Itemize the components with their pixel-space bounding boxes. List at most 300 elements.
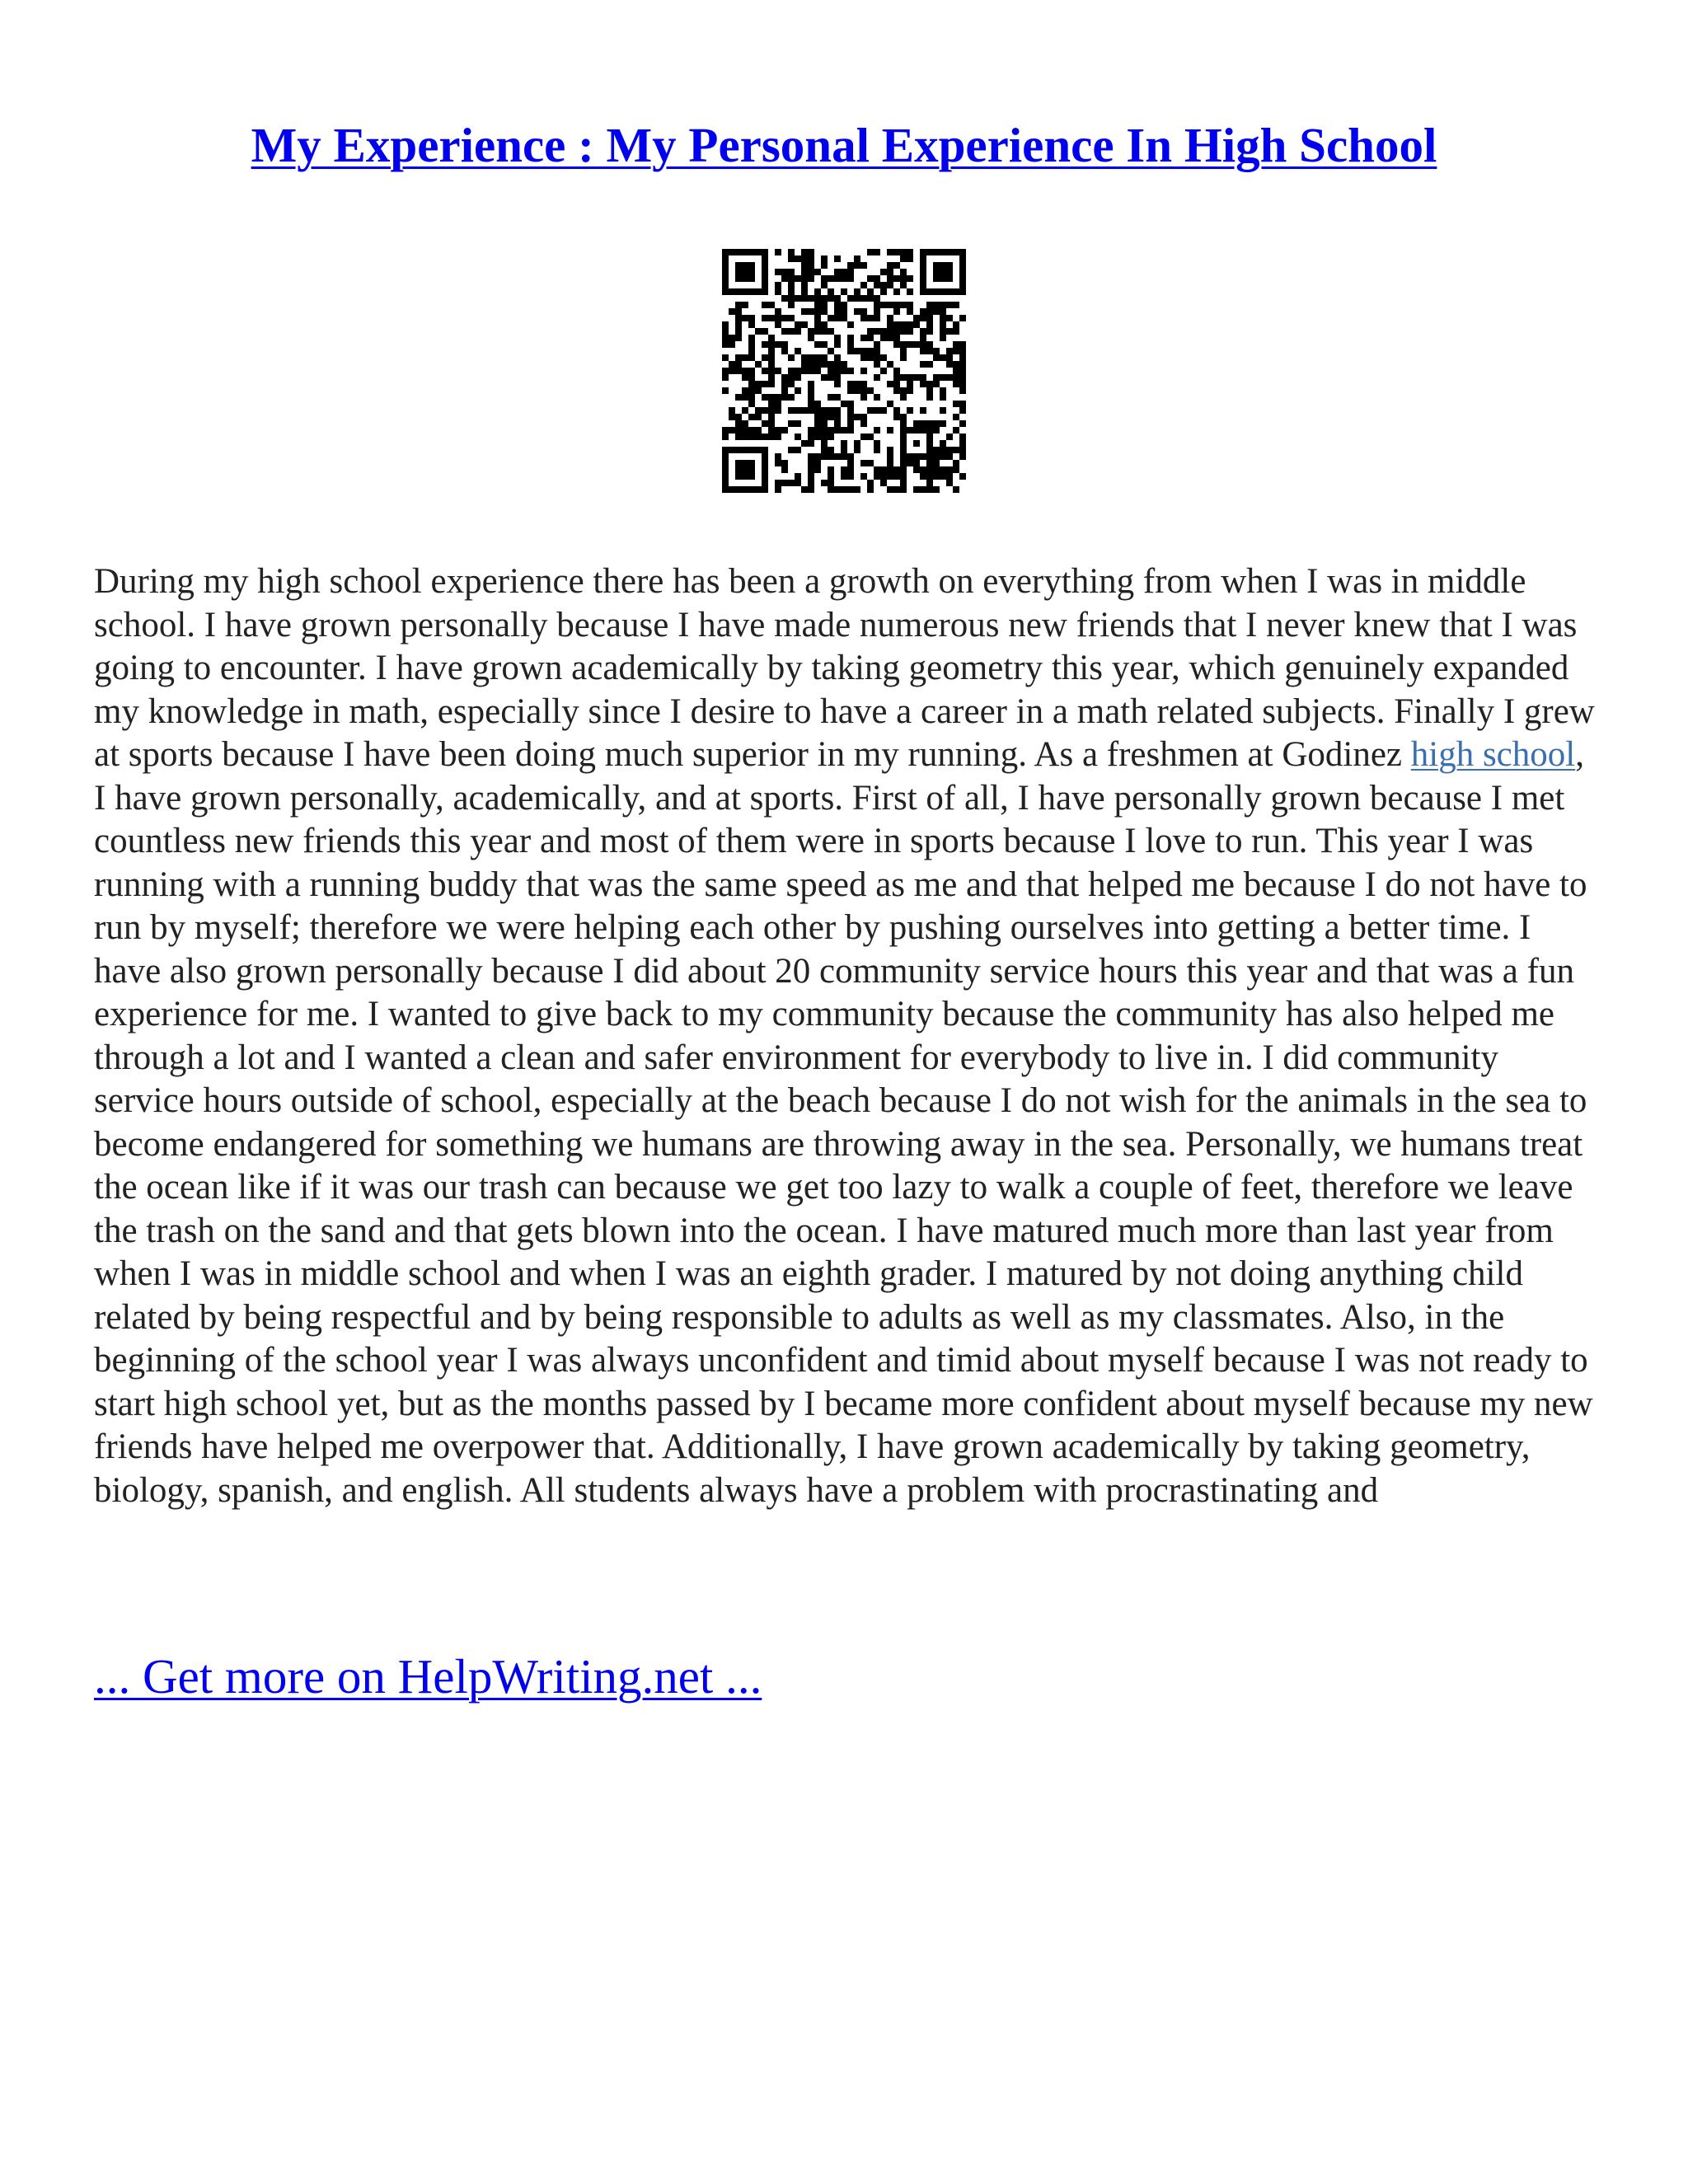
qr-module bbox=[755, 447, 762, 453]
qr-module bbox=[854, 486, 860, 493]
qr-module bbox=[722, 486, 729, 493]
qr-module bbox=[959, 269, 966, 275]
qr-module bbox=[900, 394, 907, 401]
qr-module bbox=[735, 249, 742, 255]
qr-module bbox=[900, 466, 907, 473]
qr-module bbox=[788, 282, 795, 288]
qr-module bbox=[926, 315, 933, 321]
qr-module bbox=[735, 288, 742, 295]
qr-module bbox=[940, 249, 946, 255]
qr-module bbox=[946, 288, 953, 295]
qr-module bbox=[775, 288, 781, 295]
qr-module bbox=[748, 374, 755, 381]
qr-module bbox=[920, 335, 926, 341]
qr-module bbox=[926, 427, 933, 434]
qr-module bbox=[755, 427, 762, 434]
qr-module bbox=[775, 282, 781, 288]
qr-module bbox=[814, 315, 821, 321]
qr-module bbox=[907, 453, 913, 460]
qr-module bbox=[900, 427, 907, 434]
qr-module bbox=[946, 348, 953, 354]
qr-module bbox=[900, 374, 907, 381]
qr-module bbox=[854, 381, 860, 387]
qr-module bbox=[735, 361, 742, 368]
qr-module bbox=[788, 368, 795, 374]
qr-module bbox=[828, 394, 834, 401]
qr-module bbox=[735, 275, 742, 282]
qr-module bbox=[762, 466, 768, 473]
qr-module bbox=[801, 308, 808, 315]
qr-module bbox=[808, 480, 814, 486]
qr-module bbox=[828, 486, 834, 493]
qr-module bbox=[887, 401, 893, 407]
qr-module bbox=[742, 275, 748, 282]
qr-module bbox=[880, 407, 887, 414]
qr-module bbox=[768, 414, 775, 420]
qr-module bbox=[874, 348, 880, 354]
qr-module bbox=[893, 381, 900, 387]
qr-module bbox=[893, 414, 900, 420]
qr-module bbox=[722, 368, 729, 374]
qr-module bbox=[854, 387, 860, 394]
qr-module bbox=[933, 427, 940, 434]
qr-module bbox=[768, 401, 775, 407]
qr-module bbox=[959, 275, 966, 282]
qr-module bbox=[913, 374, 920, 381]
qr-module bbox=[735, 315, 742, 321]
qr-module bbox=[748, 315, 755, 321]
qr-module bbox=[946, 447, 953, 453]
qr-module bbox=[959, 354, 966, 361]
qr-module bbox=[887, 460, 893, 466]
qr-module bbox=[821, 308, 828, 315]
qr-module bbox=[867, 407, 874, 414]
qr-module bbox=[781, 348, 788, 354]
qr-module bbox=[953, 381, 959, 387]
qr-module bbox=[795, 387, 801, 394]
qr-module bbox=[847, 348, 854, 354]
qr-module bbox=[959, 440, 966, 447]
qr-module bbox=[847, 486, 854, 493]
qr-module bbox=[940, 407, 946, 414]
qr-module bbox=[735, 262, 742, 269]
qr-module bbox=[959, 262, 966, 269]
qr-module bbox=[887, 315, 893, 321]
qr-module bbox=[926, 341, 933, 348]
qr-module bbox=[722, 427, 729, 434]
qr-module bbox=[874, 361, 880, 368]
qr-module bbox=[768, 434, 775, 440]
qr-module bbox=[847, 295, 854, 302]
qr-module bbox=[722, 374, 729, 381]
qr-module bbox=[834, 308, 841, 315]
qr-module bbox=[795, 255, 801, 262]
qr-module bbox=[755, 381, 762, 387]
qr-module bbox=[808, 381, 814, 387]
qr-module bbox=[729, 447, 735, 453]
qr-module bbox=[742, 394, 748, 401]
qr-module bbox=[762, 453, 768, 460]
qr-module bbox=[828, 407, 834, 414]
qr-module bbox=[867, 328, 874, 335]
qr-module bbox=[940, 262, 946, 269]
qr-module bbox=[860, 354, 867, 361]
qr-module bbox=[808, 295, 814, 302]
qr-module bbox=[808, 407, 814, 414]
qr-module bbox=[920, 328, 926, 335]
qr-module bbox=[762, 302, 768, 308]
qr-module bbox=[775, 315, 781, 321]
qr-module bbox=[801, 440, 808, 447]
qr-module bbox=[814, 361, 821, 368]
qr-module bbox=[847, 368, 854, 374]
qr-module bbox=[940, 321, 946, 328]
qr-module bbox=[742, 302, 748, 308]
qr-module bbox=[953, 341, 959, 348]
qr-module bbox=[735, 328, 742, 335]
qr-module bbox=[742, 420, 748, 427]
qr-module bbox=[860, 394, 867, 401]
qr-module bbox=[775, 321, 781, 328]
qr-module bbox=[926, 394, 933, 401]
qr-module bbox=[841, 269, 847, 275]
qr-module bbox=[729, 407, 735, 414]
qr-module bbox=[775, 486, 781, 493]
qr-module bbox=[847, 466, 854, 473]
qr-module bbox=[933, 348, 940, 354]
qr-module bbox=[841, 288, 847, 295]
qr-module bbox=[874, 427, 880, 434]
qr-module bbox=[722, 341, 729, 348]
qr-module bbox=[795, 328, 801, 335]
get-more-link[interactable]: ... Get more on HelpWriting.net ... bbox=[94, 1649, 762, 1704]
qr-module bbox=[795, 295, 801, 302]
qr-module bbox=[907, 407, 913, 414]
qr-module bbox=[860, 262, 867, 269]
qr-module bbox=[762, 341, 768, 348]
qr-module bbox=[834, 341, 841, 348]
qr-module bbox=[801, 249, 808, 255]
qr-module bbox=[893, 473, 900, 480]
qr-module bbox=[781, 460, 788, 466]
qr-module bbox=[926, 486, 933, 493]
qr-module bbox=[775, 394, 781, 401]
qr-module bbox=[834, 302, 841, 308]
qr-module bbox=[834, 420, 841, 427]
qr-module bbox=[880, 466, 887, 473]
qr-module bbox=[953, 348, 959, 354]
qr-module bbox=[900, 486, 907, 493]
qr-module bbox=[762, 288, 768, 295]
qr-module bbox=[801, 486, 808, 493]
qr-module bbox=[841, 486, 847, 493]
qr-module bbox=[874, 308, 880, 315]
qr-module bbox=[748, 387, 755, 394]
qr-module bbox=[729, 414, 735, 420]
qr-module bbox=[893, 466, 900, 473]
qr-module bbox=[926, 434, 933, 440]
qr-module bbox=[867, 335, 874, 341]
qr-module bbox=[867, 275, 874, 282]
qr-module bbox=[768, 381, 775, 387]
qr-module bbox=[768, 420, 775, 427]
qr-module bbox=[907, 288, 913, 295]
qr-module bbox=[748, 486, 755, 493]
qr-module bbox=[887, 328, 893, 335]
qr-module bbox=[755, 434, 762, 440]
qr-module bbox=[742, 368, 748, 374]
qr-module bbox=[821, 275, 828, 282]
qr-module bbox=[781, 480, 788, 486]
qr-module bbox=[880, 480, 887, 486]
qr-module bbox=[814, 341, 821, 348]
qr-module bbox=[788, 480, 795, 486]
qr-module bbox=[953, 447, 959, 453]
qr-module bbox=[781, 295, 788, 302]
qr-module bbox=[742, 460, 748, 466]
qr-module bbox=[748, 341, 755, 348]
qr-module bbox=[959, 447, 966, 453]
qr-module bbox=[742, 374, 748, 381]
qr-module bbox=[900, 341, 907, 348]
qr-module bbox=[959, 288, 966, 295]
qr-module bbox=[762, 354, 768, 361]
qr-module bbox=[814, 420, 821, 427]
qr-module bbox=[814, 407, 821, 414]
qr-module bbox=[953, 414, 959, 420]
qr-module bbox=[854, 348, 860, 354]
qr-module bbox=[775, 401, 781, 407]
qr-module bbox=[959, 473, 966, 480]
qr-module bbox=[933, 354, 940, 361]
qr-module bbox=[920, 308, 926, 315]
qr-module bbox=[867, 295, 874, 302]
qr-module bbox=[801, 407, 808, 414]
qr-module bbox=[940, 466, 946, 473]
qr-module bbox=[768, 361, 775, 368]
qr-module bbox=[742, 447, 748, 453]
qr-module bbox=[959, 315, 966, 321]
qr-module bbox=[920, 453, 926, 460]
qr-module bbox=[768, 374, 775, 381]
qr-module bbox=[814, 401, 821, 407]
qr-module bbox=[959, 361, 966, 368]
qr-module bbox=[834, 354, 841, 361]
title-link[interactable]: My Experience : My Personal Experience In High School bbox=[251, 118, 1437, 172]
qr-module bbox=[946, 453, 953, 460]
qr-module bbox=[788, 407, 795, 414]
qr-module bbox=[907, 381, 913, 387]
qr-module bbox=[821, 407, 828, 414]
qr-module bbox=[959, 401, 966, 407]
qr-module bbox=[946, 302, 953, 308]
qr-module bbox=[900, 453, 907, 460]
qr-module bbox=[847, 414, 854, 420]
qr-module bbox=[828, 466, 834, 473]
qr-module bbox=[854, 262, 860, 269]
qr-module bbox=[946, 354, 953, 361]
qr-module bbox=[953, 321, 959, 328]
qr-module bbox=[893, 328, 900, 335]
qr-module bbox=[900, 348, 907, 354]
qr-module bbox=[907, 328, 913, 335]
qr-module bbox=[887, 466, 893, 473]
qr-module bbox=[775, 341, 781, 348]
qr-module bbox=[874, 447, 880, 453]
qr-module bbox=[775, 407, 781, 414]
qr-module bbox=[821, 427, 828, 434]
qr-module bbox=[860, 420, 867, 427]
qr-module bbox=[808, 486, 814, 493]
qr-module bbox=[762, 275, 768, 282]
qr-module bbox=[722, 466, 729, 473]
qr-module bbox=[841, 275, 847, 282]
qr-module bbox=[920, 420, 926, 427]
qr-module bbox=[926, 453, 933, 460]
qr-module bbox=[801, 282, 808, 288]
qr-module bbox=[940, 275, 946, 282]
qr-module bbox=[795, 368, 801, 374]
qr-module bbox=[735, 394, 742, 401]
qr-module bbox=[768, 315, 775, 321]
qr-module bbox=[828, 348, 834, 354]
qr-module bbox=[748, 335, 755, 341]
qr-module bbox=[926, 249, 933, 255]
qr-module bbox=[913, 453, 920, 460]
qr-module bbox=[834, 255, 841, 262]
qr-module bbox=[729, 341, 735, 348]
qr-module bbox=[742, 407, 748, 414]
qr-module bbox=[762, 420, 768, 427]
qr-module bbox=[795, 321, 801, 328]
qr-module bbox=[808, 308, 814, 315]
qr-module bbox=[742, 315, 748, 321]
qr-module bbox=[808, 328, 814, 335]
qr-module bbox=[735, 354, 742, 361]
qr-module bbox=[900, 354, 907, 361]
qr-module bbox=[847, 460, 854, 466]
qr-module bbox=[788, 394, 795, 401]
qr-module bbox=[900, 255, 907, 262]
qr-module bbox=[913, 466, 920, 473]
qr-module bbox=[854, 447, 860, 453]
qr-module bbox=[821, 354, 828, 361]
qr-module bbox=[729, 288, 735, 295]
qr-module bbox=[788, 374, 795, 381]
qr-module bbox=[775, 434, 781, 440]
qr-module bbox=[893, 302, 900, 308]
qr-module bbox=[880, 328, 887, 335]
qr-module bbox=[946, 361, 953, 368]
qr-module bbox=[735, 486, 742, 493]
qr-module bbox=[893, 321, 900, 328]
qr-module bbox=[801, 288, 808, 295]
qr-module bbox=[722, 453, 729, 460]
qr-module bbox=[893, 486, 900, 493]
qr-module bbox=[801, 269, 808, 275]
qr-module bbox=[860, 295, 867, 302]
qr-module bbox=[959, 255, 966, 262]
qr-module bbox=[742, 249, 748, 255]
qr-module bbox=[926, 321, 933, 328]
qr-module bbox=[841, 368, 847, 374]
qr-module bbox=[907, 427, 913, 434]
qr-module bbox=[742, 427, 748, 434]
qr-module bbox=[795, 447, 801, 453]
qr-module bbox=[920, 466, 926, 473]
qr-module bbox=[814, 308, 821, 315]
qr-module bbox=[729, 308, 735, 315]
qr-module bbox=[880, 302, 887, 308]
qr-module bbox=[887, 447, 893, 453]
qr-module bbox=[775, 453, 781, 460]
qr-module bbox=[933, 447, 940, 453]
qr-module bbox=[887, 453, 893, 460]
qr-module bbox=[907, 275, 913, 282]
qr-module bbox=[907, 249, 913, 255]
qr-module bbox=[874, 440, 880, 447]
qr-module bbox=[874, 341, 880, 348]
qr-module bbox=[768, 407, 775, 414]
qr-module bbox=[834, 453, 841, 460]
qr-module bbox=[887, 302, 893, 308]
qr-module bbox=[722, 335, 729, 341]
qr-module bbox=[841, 453, 847, 460]
qr-module bbox=[762, 480, 768, 486]
qr-module bbox=[959, 282, 966, 288]
qr-module bbox=[814, 460, 821, 466]
qr-module bbox=[940, 308, 946, 315]
qr-module bbox=[788, 420, 795, 427]
high-school-link[interactable]: high school bbox=[1410, 735, 1576, 774]
qr-module bbox=[946, 466, 953, 473]
qr-module bbox=[834, 394, 841, 401]
qr-module bbox=[755, 288, 762, 295]
qr-code-icon bbox=[722, 249, 966, 493]
qr-module bbox=[821, 321, 828, 328]
qr-module bbox=[748, 401, 755, 407]
qr-module bbox=[874, 275, 880, 282]
qr-module bbox=[722, 434, 729, 440]
qr-module bbox=[940, 335, 946, 341]
qr-module bbox=[953, 486, 959, 493]
qr-module bbox=[722, 321, 729, 328]
qr-module bbox=[808, 249, 814, 255]
qr-module bbox=[847, 420, 854, 427]
qr-module bbox=[755, 361, 762, 368]
qr-module bbox=[742, 473, 748, 480]
qr-module bbox=[834, 414, 841, 420]
qr-module bbox=[946, 480, 953, 486]
qr-module bbox=[762, 381, 768, 387]
qr-module bbox=[887, 381, 893, 387]
qr-module bbox=[920, 282, 926, 288]
qr-module bbox=[880, 354, 887, 361]
qr-module bbox=[860, 460, 867, 466]
qr-module bbox=[768, 341, 775, 348]
qr-module bbox=[775, 249, 781, 255]
qr-module bbox=[893, 341, 900, 348]
qr-module bbox=[933, 269, 940, 275]
qr-module bbox=[841, 315, 847, 321]
qr-module bbox=[821, 453, 828, 460]
qr-module bbox=[821, 440, 828, 447]
qr-module bbox=[762, 262, 768, 269]
qr-module bbox=[860, 368, 867, 374]
qr-module bbox=[795, 434, 801, 440]
qr-module bbox=[808, 401, 814, 407]
qr-module bbox=[781, 328, 788, 335]
